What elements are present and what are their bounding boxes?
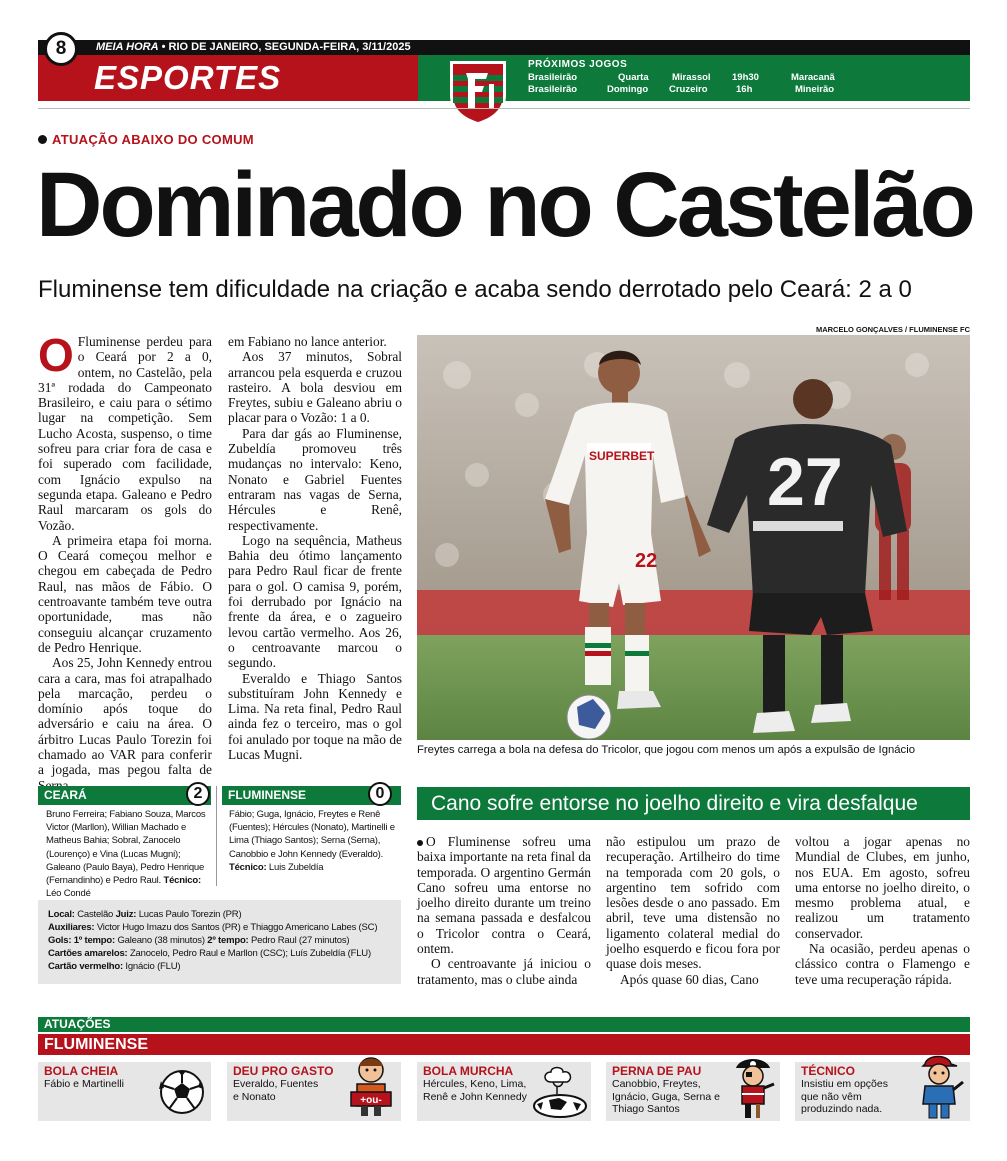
dateline: MEIA HORA • RIO DE JANEIRO, SEGUNDA-FEIRA, 3/11/2025 xyxy=(96,41,411,53)
rating-card-text: Hércules, Keno, Lima, Renê e John Kennedy xyxy=(423,1078,527,1103)
kicker: ATUAÇÃO ABAIXO DO COMUM xyxy=(38,132,254,147)
rating-card-title: BOLA CHEIA xyxy=(44,1064,119,1078)
paragraph: voltou a jogar apenas no Mundial de Clubes, em junho, nos EUA. Em agosto, sofreu uma entorse no joelho direito, o mesmo problema atual, e realizou um tratamento conservador. xyxy=(795,834,970,941)
side-story-title: Cano sofre entorse no joelho direito e vira desfalque xyxy=(417,787,970,820)
photo-caption: Freytes carrega a bola na defesa do Tricolor, que jogou com menos um após a expulsão de Ignácio xyxy=(417,744,915,756)
sign-text: +ou- xyxy=(360,1095,382,1106)
paragraph: Na ocasião, perdeu apenas o clássico contra o Flamengo e teve uma recuperação rápida. xyxy=(795,941,970,987)
paragraph: O Fluminense sofreu uma baixa importante na reta final da temporada. O argentino Germán Cano sofreu uma entorse no joelho direito durante um treino na semana passada e desfalcou o Tricolor contra o Ceará, ontem. xyxy=(417,834,591,957)
next-games-title: PRÓXIMOS JOGOS xyxy=(528,59,628,70)
article-column-2 xyxy=(228,334,402,762)
ratings-title: ATUAÇÕES xyxy=(38,1017,970,1032)
paragraph: Após quase 60 dias, Cano xyxy=(620,971,759,987)
home-score: 2 xyxy=(186,782,210,806)
drop-cap: O xyxy=(38,329,74,381)
match-detail-line: Cartões amarelos: Zanocelo, Pedro Raul e Marllon (CSC); Luís Zubeldía (FLU) xyxy=(48,948,371,959)
paragraph: Aos 25, John Kennedy entrou cara a cara, mas foi atrapalhado pela marcação, perdeu o domínio após toque do adversário e caiu na área. O árbitro Lucas Paulo Torezin foi chamado ao VAR para conferir a jogada, mas pegou falta de xyxy=(38,655,212,778)
page-number: 8 xyxy=(44,32,78,66)
article-column-1 xyxy=(38,329,212,793)
match-details xyxy=(38,900,401,984)
rating-card xyxy=(38,1062,211,1121)
game-row: Brasileirão Quarta Mirassol 19h30 Maracanã xyxy=(528,72,835,83)
soccer-ball-icon xyxy=(567,695,611,739)
rating-card xyxy=(795,1062,970,1121)
rating-card-title: PERNA DE PAU xyxy=(612,1064,702,1078)
paragraph: Everaldo e Thiago Santos substituíram John Kennedy e Lima. Na reta final, Pedro Raul ainda fez o terceiro, mas o gol foi anulado por toque na mão de Lucas Mugni. xyxy=(228,670,402,763)
mascot-plus-minus-icon xyxy=(345,1056,397,1118)
side-story-column-2 xyxy=(606,834,780,987)
rating-card xyxy=(417,1062,591,1121)
next-games xyxy=(528,59,848,96)
rating-card-text: Everaldo, Fuentes e Nonato xyxy=(233,1078,319,1103)
rating-card-text: Canobbio, Freytes, Ignácio, Guga, Serna e Thiago Santos xyxy=(612,1078,720,1115)
rating-card xyxy=(606,1062,780,1121)
deflated-ball-icon xyxy=(531,1064,589,1120)
shirt-number: 22 xyxy=(635,550,658,572)
match-detail-line: Gols: 1º tempo: Galeano (38 minutos) 2º tempo: Pedro Raul (27 minutos) xyxy=(48,935,350,946)
away-lineup: Fábio; Guga, Ignácio, Freytes e Renê (Fuentes); Hércules (Nonato), Martinelli e Lima (Thiago Santos); Serna (Serna), Canobbio e John Kennedy (Everaldo). Técnico: Luis Zubeldía xyxy=(229,809,395,873)
rating-card-text: Insistiu em opções que não vêm produzindo nada. xyxy=(801,1078,888,1115)
paragraph: não estipulou um prazo de recuperação. Artilheiro do time na temporada com 20 gols, o argentino tem sofrido com lesões desde o ano passado. Em abril, teve uma distensão no ligamento colateral medial do joelho esquerdo e ficou fora por quase dois meses. xyxy=(606,834,780,972)
divider xyxy=(216,786,217,886)
next-games-band xyxy=(418,55,970,101)
match-photo-illustration xyxy=(417,335,970,740)
fluminense-crest-icon xyxy=(448,59,508,127)
paragraph: O centroavante já iniciou o tratamento, mas o clube ainda xyxy=(417,956,591,987)
soccer-ball-icon xyxy=(158,1068,206,1116)
section-band xyxy=(38,55,418,101)
match-detail-line: Auxiliares: Victor Hugo Imazu dos Santos (PR) e Thiaggo Americano Labes (SC) xyxy=(48,922,378,933)
match-photo xyxy=(417,335,970,740)
side-story-column-1 xyxy=(417,834,591,987)
shirt-sponsor: SUPERBET xyxy=(589,449,655,463)
bullet-icon xyxy=(38,135,47,144)
paragraph: O Fluminense perdeu para o Ceará por 2 a 0, ontem, no Castelão, pela 31ª rodada do Campeonato Brasileiro, e caiu para o sétimo lugar na competição. Sem Lucho Acosta, suspenso, o time sofreu para criar fora de casa e foi superado com facilidade, com Ignácio expulso na segunda etapa. Galeano e Pedro Raul marcaram os gols do Vozão. xyxy=(38,329,212,533)
away-score: 0 xyxy=(368,782,392,806)
ratings-team: FLUMINENSE xyxy=(38,1034,970,1055)
rating-card-text: Fábio e Martinelli xyxy=(44,1078,124,1090)
rating-card-title: DEU PRO GASTO xyxy=(233,1064,334,1078)
pirate-icon xyxy=(728,1056,778,1120)
match-detail-line: Cartão vermelho: Ignácio (FLU) xyxy=(48,961,181,972)
side-story-column-3 xyxy=(795,834,970,987)
photo-credit: MARCELO GONÇALVES / FLUMINENSE FC xyxy=(815,325,970,334)
rating-card xyxy=(227,1062,401,1121)
away-team-header: FLUMINENSE xyxy=(222,786,401,805)
headline: Dominado no Castelão xyxy=(36,154,973,256)
home-lineup: Bruno Ferreira; Fabiano Souza, Marcos Victor (Marllon), Willian Machado e Matheus Bahia; Sobral, Zanocelo (Lourenço) e Vina (Lucas Mugni); Galeano (Paulo Baya), Pedro Henrique (Fernandinho) e Pedro Raul. Técnico: Léo Condé xyxy=(46,809,206,900)
paragraph: Aos 37 minutos, Sobral arrancou pela esquerda e cruzou rasteiro. A bola desviou em Freytes, subiu e Galeano abriu o placar para o Vozão: 1 a 0. xyxy=(228,349,402,426)
paragraph: Para dar gás ao Fluminense, Zubeldía promoveu três mudanças no intervalo: Keno, Nonato e Gabriel Fuentes entraram nas vagas de Serna, Hércules e Renê, respectivamente. xyxy=(228,425,402,533)
top-bar xyxy=(38,40,970,55)
paragraph: A primeira etapa foi morna. O Ceará começou melhor e chegou em cabeçada de Pedro Raul, nas mãos de Fábio. O centroavante também teve outra oportunidade, mas não conseguiu alcançar cruzamento de Pedro Henrique. xyxy=(38,532,212,655)
match-detail-line: Local: Castelão Juiz: Lucas Paulo Torezin (PR) xyxy=(48,909,242,920)
coach-icon xyxy=(913,1052,967,1120)
game-row: Brasileirão Domingo Cruzeiro 16h Mineirão xyxy=(528,84,835,95)
subheadline: Fluminense tem dificuldade na criação e acaba sendo derrotado pelo Ceará: 2 a 0 xyxy=(38,276,912,303)
home-team-header: CEARÁ xyxy=(38,786,211,805)
rating-card-title: TÉCNICO xyxy=(801,1064,855,1078)
bullet-icon xyxy=(417,840,423,846)
paragraph: Logo na sequência, Matheus Bahia deu ótimo lançamento para Pedro Raul ficar de frente para o gol. O camisa 9, porém, foi derrubado por Ignácio na frente da área, e o zagueiro levou cartão vermelho. Aos 26, o centroavante marcou o segundo. xyxy=(228,532,402,671)
rating-card-title: BOLA MURCHA xyxy=(423,1064,514,1078)
paragraph: em Fabiano no lance anterior. xyxy=(228,334,387,349)
section-title: ESPORTES xyxy=(94,59,282,96)
divider xyxy=(38,108,970,109)
opponent-number: 27 xyxy=(767,444,843,520)
